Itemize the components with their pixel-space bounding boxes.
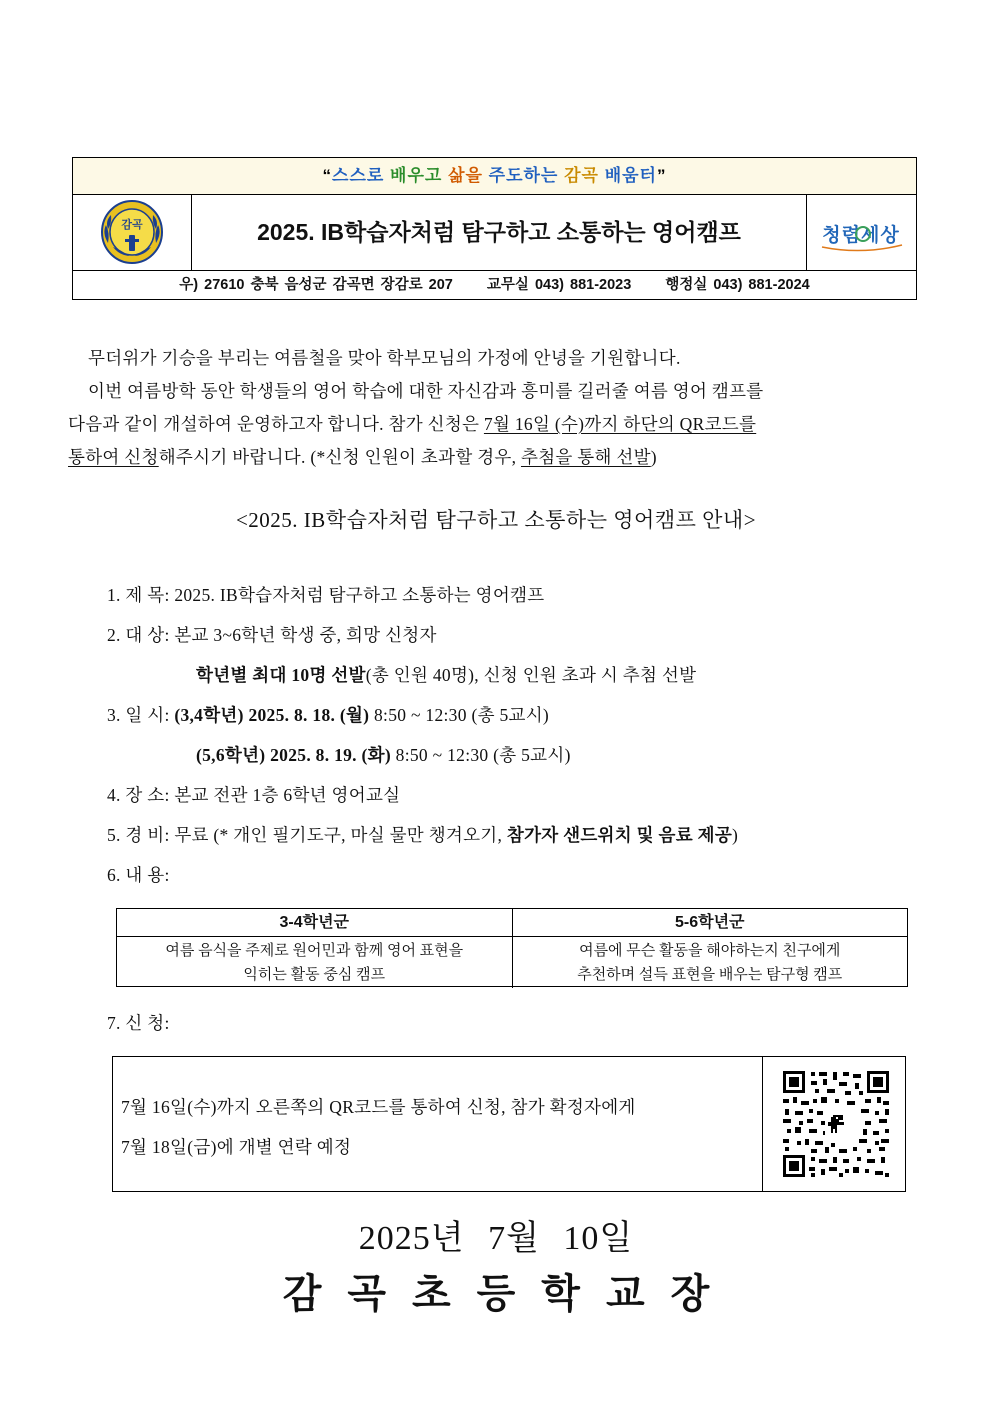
intro-paragraph-2: 이번 여름방학 동안 학생들의 영어 학습에 대한 자신감과 흥미를 길러줄 여름 영어 캠프를 bbox=[88, 381, 764, 401]
slogan-word: 삶을 bbox=[448, 166, 483, 185]
table-row bbox=[117, 937, 907, 988]
badge-text: 청렴세상 bbox=[822, 224, 900, 246]
table-cell-grade-3-4 bbox=[117, 937, 512, 988]
logo-text: 감곡 bbox=[121, 218, 143, 231]
item-value: 본교 3~6학년 학생 중, 희망 신청자 bbox=[174, 625, 437, 645]
table-cell-line: 추천하며 설득 표현을 배우는 탐구형 캠프 bbox=[577, 967, 843, 983]
qr-code-cell[interactable] bbox=[762, 1057, 905, 1191]
deadline-highlight: 7월 16일 (수)까지 하단의 QR코드를 bbox=[483, 414, 757, 434]
item-value: 8:50 ~ 12:30 (총 5교시) bbox=[369, 705, 550, 725]
document-date: 2025년 7월 10일 bbox=[358, 1220, 634, 1257]
page-title: 2025. IB학습자처럼 탐구하고 소통하는 영어캠프 bbox=[257, 219, 741, 245]
slogan bbox=[73, 158, 916, 195]
item-value-bold: (3,4학년) 2025. 8. 18. (월) bbox=[174, 705, 370, 725]
item-label: 5. 경 비: bbox=[107, 825, 175, 845]
apply-line: 7월 16일(수)까지 오른쪽의 QR코드를 통하여 신청, 참가 확정자에게 bbox=[121, 1097, 636, 1117]
integrity-badge-cell bbox=[806, 195, 916, 270]
lottery-highlight: 추첨을 통해 선발 bbox=[520, 447, 651, 467]
item-location bbox=[107, 782, 400, 807]
slogan-close-quote: ” bbox=[656, 166, 667, 185]
item-value-bold: 참가자 샌드위치 및 음료 제공 bbox=[506, 825, 733, 845]
apply-box bbox=[112, 1056, 906, 1192]
item-cost bbox=[107, 822, 738, 847]
intro-paragraph-2-cont bbox=[68, 408, 918, 441]
item-label: 3. 일 시: bbox=[107, 705, 175, 725]
slogan-word: 스스로 bbox=[332, 166, 385, 185]
table-cell-line: 익히는 활동 중심 캠프 bbox=[243, 967, 386, 983]
intro-paragraph-1: 무더위가 기승을 부리는 여름철을 맞아 학부모님의 가정에 안녕을 기원합니다. bbox=[88, 348, 681, 368]
slogan-word: 주도하는 bbox=[488, 166, 559, 185]
teachers-office-phone: 교무실 043) 881-2023 bbox=[486, 277, 632, 293]
item-value: (총 인원 40명), 신청 인원 초과 시 추첨 선발 bbox=[365, 665, 697, 685]
header-box bbox=[72, 157, 917, 300]
content-table bbox=[116, 908, 908, 987]
apply-highlight: 통하여 신청 bbox=[68, 447, 159, 467]
item-value: 무료 (* 개인 필기도구, 마실 물만 챙겨오기, bbox=[174, 825, 507, 845]
item-target-sub bbox=[196, 662, 696, 687]
signer-name: 감곡초등학교장 bbox=[282, 1272, 736, 1316]
table-header-row bbox=[117, 909, 907, 937]
item-value: ) bbox=[732, 825, 739, 845]
intro-text-segment: 해주시기 바랍니다. (*신청 인원이 초과할 경우, bbox=[158, 447, 521, 467]
item-label: 2. 대 상: bbox=[107, 625, 175, 645]
item-value-bold: 학년별 최대 10명 선발 bbox=[196, 665, 366, 685]
slogan-open-quote: “ bbox=[322, 166, 333, 185]
intro-text-segment: ) bbox=[650, 447, 657, 467]
table-cell-line: 여름 음식을 주제로 원어민과 함께 영어 표현을 bbox=[165, 943, 464, 959]
contact-row bbox=[73, 271, 916, 299]
slogan-word: 감곡 bbox=[564, 166, 599, 185]
item-value-bold: (5,6학년) 2025. 8. 19. (화) bbox=[196, 745, 391, 765]
school-logo-cell bbox=[73, 195, 192, 270]
qr-code-icon[interactable] bbox=[763, 1057, 906, 1191]
item-title bbox=[107, 582, 545, 607]
school-address: 우) 27610 충북 음성군 감곡면 장감로 207 bbox=[179, 277, 453, 293]
section-title: <2025. IB학습자처럼 탐구하고 소통하는 영어캠프 안내> bbox=[235, 508, 757, 532]
school-emblem-icon bbox=[73, 195, 192, 270]
item-value: 본교 전관 1층 6학년 영어교실 bbox=[174, 785, 401, 805]
slogan-word: 배우고 bbox=[390, 166, 443, 185]
item-target bbox=[107, 622, 437, 647]
intro-text-segment: 다음과 같이 개설하여 운영하고자 합니다. 참가 신청은 bbox=[68, 414, 484, 434]
apply-line: 7월 18일(금)에 개별 연락 예정 bbox=[121, 1137, 352, 1157]
item-schedule-sub bbox=[196, 742, 571, 767]
admin-office-phone: 행정실 043) 881-2024 bbox=[665, 277, 810, 293]
apply-text bbox=[121, 1087, 761, 1167]
item-schedule bbox=[107, 702, 549, 727]
item-label: 1. 제 목: bbox=[107, 585, 175, 605]
item-value: 2025. IB학습자처럼 탐구하고 소통하는 영어캠프 bbox=[174, 585, 545, 605]
item-value: 8:50 ~ 12:30 (총 5교시) bbox=[390, 745, 571, 765]
table-cell-line: 여름에 무슨 활동을 해야하는지 친구에게 bbox=[579, 943, 841, 959]
table-cell-grade-5-6 bbox=[512, 937, 908, 988]
title-row bbox=[73, 195, 916, 271]
integrity-badge-icon bbox=[807, 195, 917, 270]
table-header-grade-3-4: 3-4학년군 bbox=[279, 914, 349, 931]
item-label: 4. 장 소: bbox=[107, 785, 175, 805]
slogan-word: 배움터 bbox=[604, 166, 657, 185]
intro-paragraph-2-end bbox=[68, 441, 918, 474]
item-apply: 7. 신 청: bbox=[107, 1013, 170, 1033]
intro-text bbox=[68, 342, 918, 474]
table-header-grade-5-6: 5-6학년군 bbox=[512, 909, 908, 936]
item-content: 6. 내 용: bbox=[107, 865, 170, 885]
